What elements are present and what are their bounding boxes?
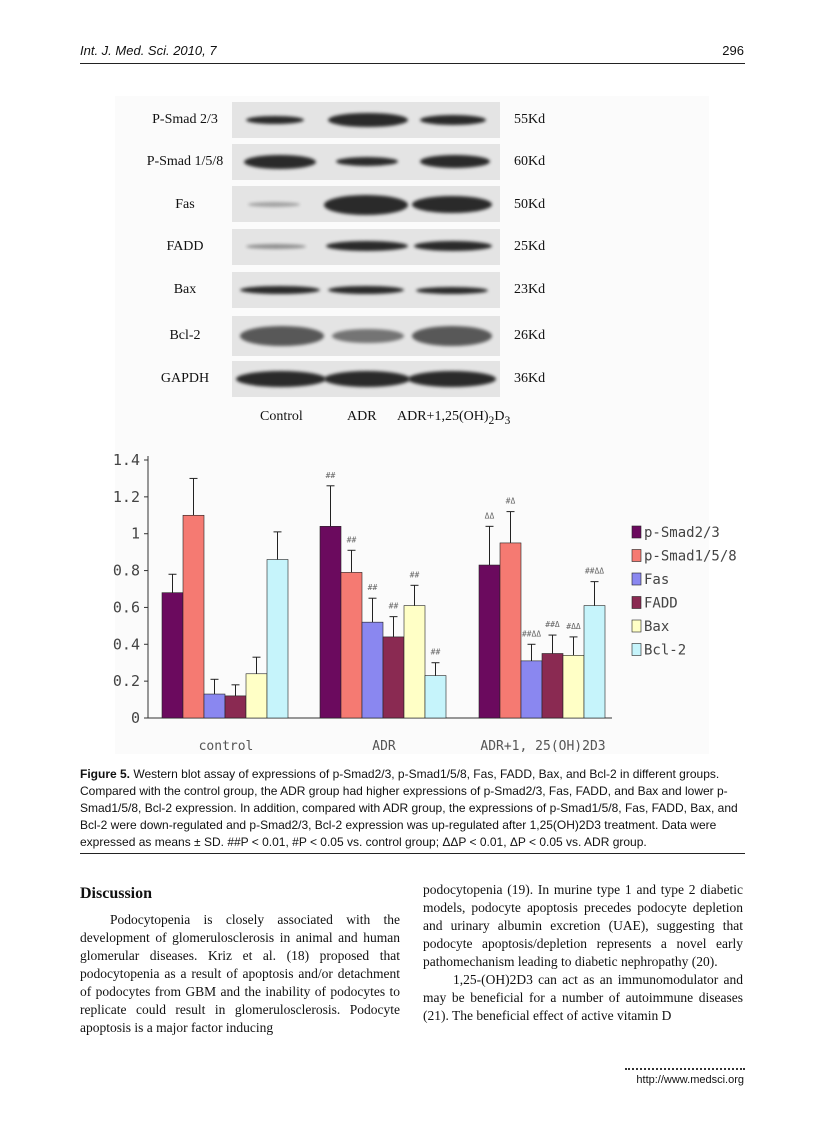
blot-kd-label: 26Kd (514, 328, 546, 343)
blot-protein-label: Fas (175, 197, 195, 212)
legend-label: Bcl-2 (644, 642, 687, 659)
y-tick-label: 0.4 (112, 635, 140, 654)
lane-label-adr: ADR (347, 409, 377, 424)
significance-mark: ##ΔΔ (521, 629, 542, 639)
bar (521, 661, 542, 718)
blot-kd-label: 25Kd (514, 239, 546, 254)
significance-mark: ΔΔ (484, 511, 495, 521)
bar (162, 593, 183, 718)
bar (479, 565, 500, 718)
bar (267, 560, 288, 718)
legend-label: Bax (644, 619, 670, 635)
y-tick-label: 0.2 (112, 672, 140, 691)
legend-swatch (632, 597, 641, 609)
figure-caption-text: Western blot assay of expressions of p-Smad2/3, p-Smad1/5/8, Fas, FADD, Bax, and Bcl-2 in different groups. Compared with the control group, the ADR group had higher expressions of p-Smad2/3, Fas, FADD, and Bax and lower p-Smad1/5/8, Bcl-2 expression. In addition, compared with ADR group, the expressions of p-Smad1/5/8, Fas, FADD, Bax, and Bcl-2 were down-regulated and p-Smad2/3, Bcl-2 expression was up-regulated after 1,25(OH)2D3 treatment. Data were expressed as means ± SD. ##P < 0.01, #P < 0.05 vs. control group; ΔΔP < 0.01, ΔP < 0.05 vs. ADR group. (80, 767, 738, 849)
blot-protein-label: Bax (173, 282, 197, 297)
body-column-left (80, 881, 400, 1037)
legend-swatch (632, 644, 641, 656)
significance-mark: ## (367, 583, 378, 593)
significance-mark: ##ΔΔ (584, 566, 605, 576)
figure-caption-label: Figure 5. (80, 767, 131, 781)
x-category-label: ADR+1, 25(OH)2D3 (480, 739, 606, 754)
body-column-right (423, 881, 743, 1025)
bar (225, 696, 246, 718)
bar (425, 676, 446, 718)
significance-mark: #Δ (505, 496, 516, 506)
significance-mark: ## (409, 570, 420, 580)
y-tick-label: 1.2 (112, 487, 140, 506)
y-tick-label: 0.8 (112, 561, 140, 580)
blot-protein-label: P-Smad 2/3 (152, 112, 218, 127)
bar (341, 572, 362, 718)
blot-protein-label: GAPDH (160, 371, 210, 386)
blot-protein-label: P-Smad 1/5/8 (146, 154, 224, 169)
y-tick-label: 1 (130, 524, 140, 543)
legend-swatch (632, 550, 641, 562)
page-number: 296 (722, 43, 744, 58)
figure-caption (80, 766, 745, 851)
body-paragraph: Podocytopenia is closely associated with the development of glomerulosclerosis in animal and human glomerular diseases. Kriz et al. (18) proposed that podocytopenia as a result of apoptosis and/or detachment of podocytes from GBM and the inability of podocytes to replicate could result in glomerulosclerosis. Podocyte apoptosis is a major factor inducing (80, 912, 400, 1035)
bar (542, 654, 563, 719)
lane-label-adr-vitd-sub2: 3 (504, 413, 511, 427)
legend-swatch (632, 573, 641, 585)
bar (404, 606, 425, 718)
body-paragraph: 1,25-(OH)2D3 can act as an immunomodulator and may be beneficial for a number of autoimmune diseases (21). The beneficial effect of active vitamin D (423, 972, 743, 1023)
caption-rule (80, 853, 745, 854)
significance-mark: #ΔΔ (566, 621, 581, 631)
x-category-label: control (198, 739, 254, 754)
legend-swatch (632, 620, 641, 632)
blot-kd-label: 50Kd (514, 197, 546, 212)
bar (563, 655, 584, 718)
section-heading-discussion: Discussion (80, 885, 153, 902)
legend-label: Fas (644, 572, 670, 588)
blot-protein-label: FADD (166, 239, 204, 254)
running-header-journal: Int. J. Med. Sci. 2010, 7 (80, 43, 217, 58)
bar (584, 606, 605, 718)
blot-kd-label: 60Kd (514, 154, 546, 169)
lane-label-control: Control (260, 409, 303, 424)
y-tick-label: 0.6 (112, 598, 140, 617)
footer-rule (625, 1068, 745, 1070)
lane-label-adr-vitd-sub1: 2 (488, 413, 495, 427)
body-paragraph: podocytopenia (19). In murine type 1 and type 2 diabetic models, podocyte apoptosis precedes podocyte depletion and urinary albumin excretion (UAE), suggesting that podocyte apoptosis/depletion represents a novel early pathomechanism leading to diabetic nephropathy (20). (423, 882, 743, 969)
legend-label: FADD (644, 595, 678, 612)
lane-label-adr-vitd-pre: ADR+1,25(OH) (397, 409, 489, 424)
blot-kd-label: 36Kd (514, 371, 546, 386)
blot-kd-label: 55Kd (514, 112, 546, 127)
bar (383, 637, 404, 718)
significance-mark: ## (346, 535, 357, 545)
y-tick-label: 0 (130, 709, 140, 727)
lane-label-adr-vitd-mid: D (494, 409, 505, 424)
bar (246, 674, 267, 718)
blot-protein-label: Bcl-2 (169, 328, 201, 343)
footer-url[interactable]: http://www.medsci.org (636, 1074, 744, 1086)
significance-mark: ##Δ (545, 620, 560, 630)
bar (320, 526, 341, 718)
legend-label: p-Smad2/3 (644, 525, 720, 541)
bar (183, 515, 204, 718)
bar (204, 694, 225, 718)
significance-mark: ## (388, 601, 399, 611)
bar (500, 543, 521, 718)
significance-mark: ## (325, 470, 336, 480)
bar (362, 622, 383, 718)
significance-mark: ## (430, 647, 441, 657)
legend-label: p-Smad1/5/8 (644, 548, 737, 565)
x-category-label: ADR (372, 739, 396, 754)
legend-swatch (632, 526, 641, 538)
blot-kd-label: 23Kd (514, 282, 546, 297)
y-tick-label: 1.4 (112, 451, 140, 469)
